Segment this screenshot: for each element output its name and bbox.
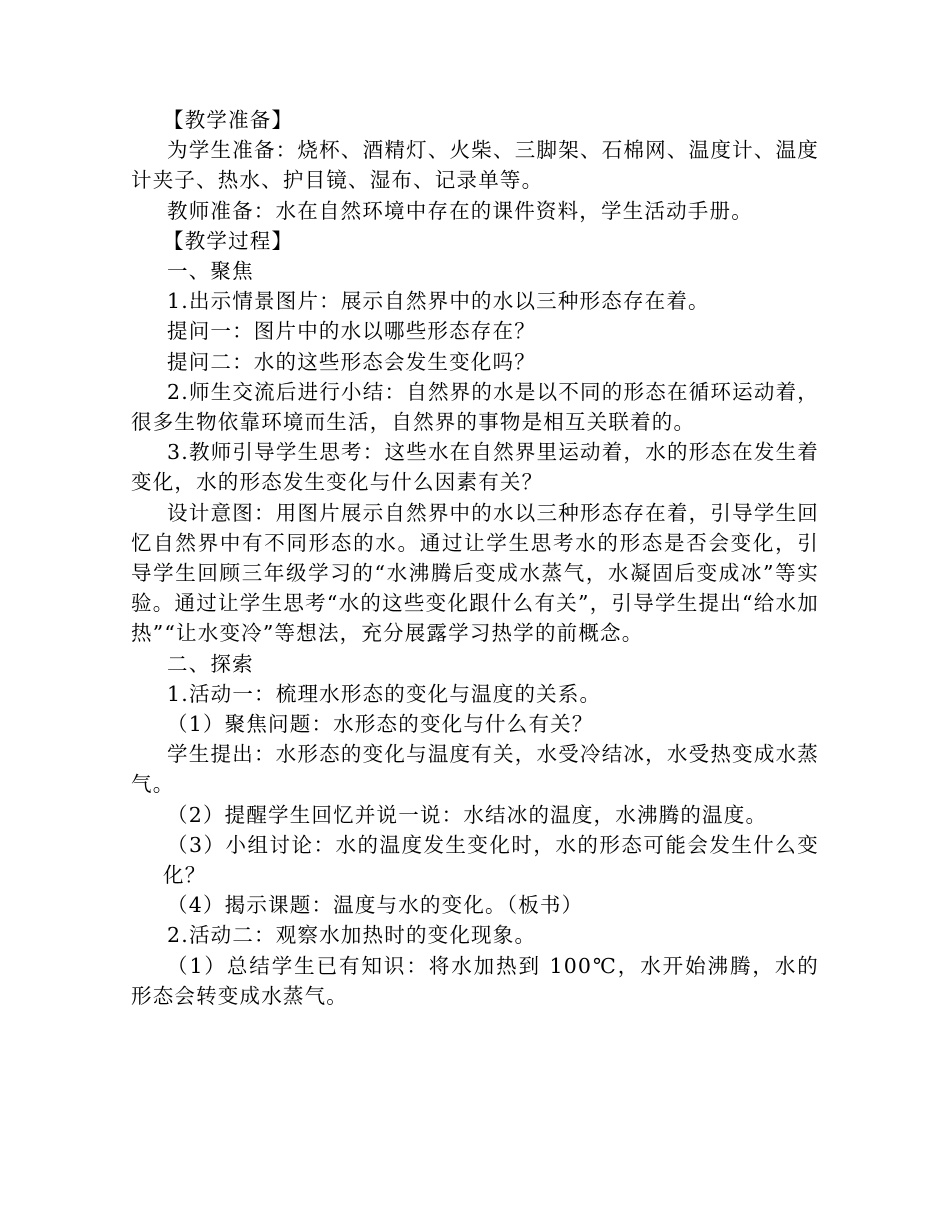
document-body	[131, 105, 819, 1011]
design-intent-paragraph: 设计意图：用图片展示自然界中的水以三种形态存在着，引导学生回忆自然界中有不同形态的水。通过让学生思考水的形态是否会变化，引导学生回顾三年级学习的“水沸腾后变成水蒸气，水凝固后变成冰”等实验。通过让学生思考“水的这些变化跟什么有关”，引导学生提出“给水加热”“让水变冷”等想法，充分展露学习热学的前概念。	[131, 500, 819, 646]
prep-heading: 【教学准备】	[163, 108, 294, 132]
list-item: 2.师生交流后进行小结：自然界的水是以不同的形态在循环运动着，很多生物依靠环境而生活，自然界的事物是相互关联着的。	[131, 379, 819, 435]
list-item: （1）聚焦问题：水形态的变化与什么有关？	[167, 712, 594, 737]
list-item: 3.教师引导学生思考：这些水在自然界里运动着，水的形态在发生着变化，水的形态发生变化与什么因素有关？	[131, 440, 819, 495]
list-item: （1）总结学生已有知识：将水加热到 100℃，水开始沸腾，水的形态会转变成水蒸气。	[131, 953, 819, 1008]
list-item: 1.出示情景图片：展示自然界中的水以三种形态存在着。	[167, 289, 710, 314]
list-item: （2）提醒学生回忆并说一说：水结冰的温度，水沸腾的温度。	[167, 802, 768, 827]
question-paragraph: 提问一：图片中的水以哪些形态存在？	[167, 319, 536, 344]
students-propose-paragraph: 学生提出：水形态的变化与温度有关，水受冷结冰，水受热变成水蒸气。	[131, 742, 819, 797]
list-item: （4）揭示课题：温度与水的变化。（板书）	[167, 893, 584, 918]
section-heading-explore: 二、探索	[167, 651, 254, 676]
section-heading-focus: 一、聚焦	[167, 259, 254, 284]
question-paragraph: 提问二：水的这些形态会发生变化吗？	[167, 349, 536, 374]
prep-students-paragraph: 为学生准备：烧杯、酒精灯、火柴、三脚架、石棉网、温度计、温度计夹子、热水、护目镜、湿布、记录单等。	[131, 138, 819, 193]
activity-heading: 2.活动二：观察水加热时的变化现象。	[167, 923, 537, 948]
process-heading: 【教学过程】	[163, 228, 294, 253]
prep-teacher-paragraph: 教师准备：水在自然环境中存在的课件资料，学生活动手册。	[167, 198, 753, 223]
list-item: （3）小组讨论：水的温度发生变化时，水的形态可能会发生什么变化？	[163, 832, 819, 888]
activity-heading: 1.活动一：梳理水形态的变化与温度的关系。	[167, 681, 602, 706]
